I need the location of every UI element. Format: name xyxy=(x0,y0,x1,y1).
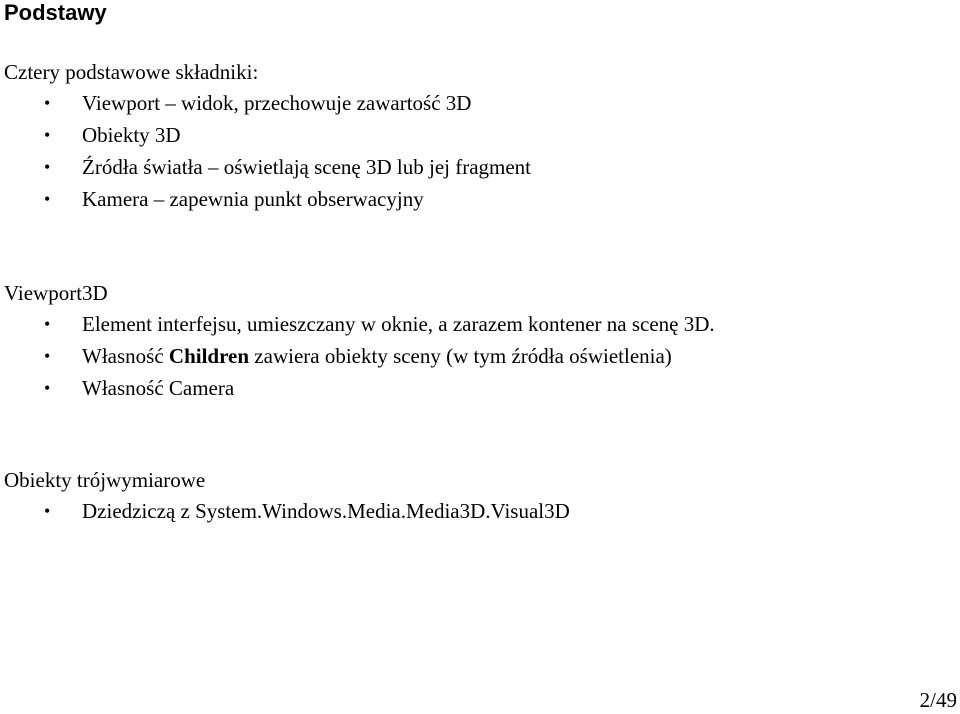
bullet-list xyxy=(4,498,954,530)
page-number: 2/49 xyxy=(919,688,957,712)
list-item-text: Źródła światła – oświetlają scenę 3D lub jej fragment xyxy=(82,155,532,179)
bullet-icon: • xyxy=(44,314,51,334)
bullet-icon: • xyxy=(44,378,51,398)
bullet-list xyxy=(4,311,954,407)
list-item-text: Element interfejsu, umieszczany w oknie, a zarazem kontener na scenę 3D. xyxy=(82,312,715,336)
list-item-text: Dziedziczą z System.Windows.Media.Media3D.Visual3D xyxy=(82,499,570,523)
list-item xyxy=(4,498,954,530)
section-heading: Viewport3D xyxy=(4,281,108,305)
list-item xyxy=(4,90,954,122)
bullet-icon: • xyxy=(44,346,51,366)
bullet-icon: • xyxy=(44,501,51,521)
bullet-icon: • xyxy=(44,157,51,177)
list-item-text: Kamera – zapewnia punkt obserwacyjny xyxy=(82,187,424,211)
bullet-icon: • xyxy=(44,189,51,209)
list-item-text-before: Własność xyxy=(82,344,169,368)
list-item xyxy=(4,311,954,343)
bullet-icon: • xyxy=(44,93,51,113)
list-item-text: Obiekty 3D xyxy=(82,123,181,147)
children-property-name: Children xyxy=(168,344,250,368)
bullet-icon: • xyxy=(44,125,51,145)
section-heading: Obiekty trójwymiarowe xyxy=(4,468,206,492)
list-item xyxy=(4,343,954,375)
list-item xyxy=(4,154,954,186)
list-item-text: Viewport – widok, przechowuje zawartość 3D xyxy=(82,91,472,115)
bullet-list xyxy=(4,90,954,218)
section-components xyxy=(4,59,954,218)
list-item xyxy=(4,375,954,407)
slide-title: Podstawy xyxy=(4,0,107,25)
list-item-text-after: zawiera obiekty sceny (w tym źródła oświetlenia) xyxy=(249,344,672,368)
list-item xyxy=(4,122,954,154)
section-viewport3d xyxy=(4,280,954,407)
list-item-text: Własność Camera xyxy=(82,376,235,400)
list-item xyxy=(4,186,954,218)
section-3d-objects xyxy=(4,467,954,530)
section-heading: Cztery podstawowe składniki: xyxy=(4,60,259,84)
